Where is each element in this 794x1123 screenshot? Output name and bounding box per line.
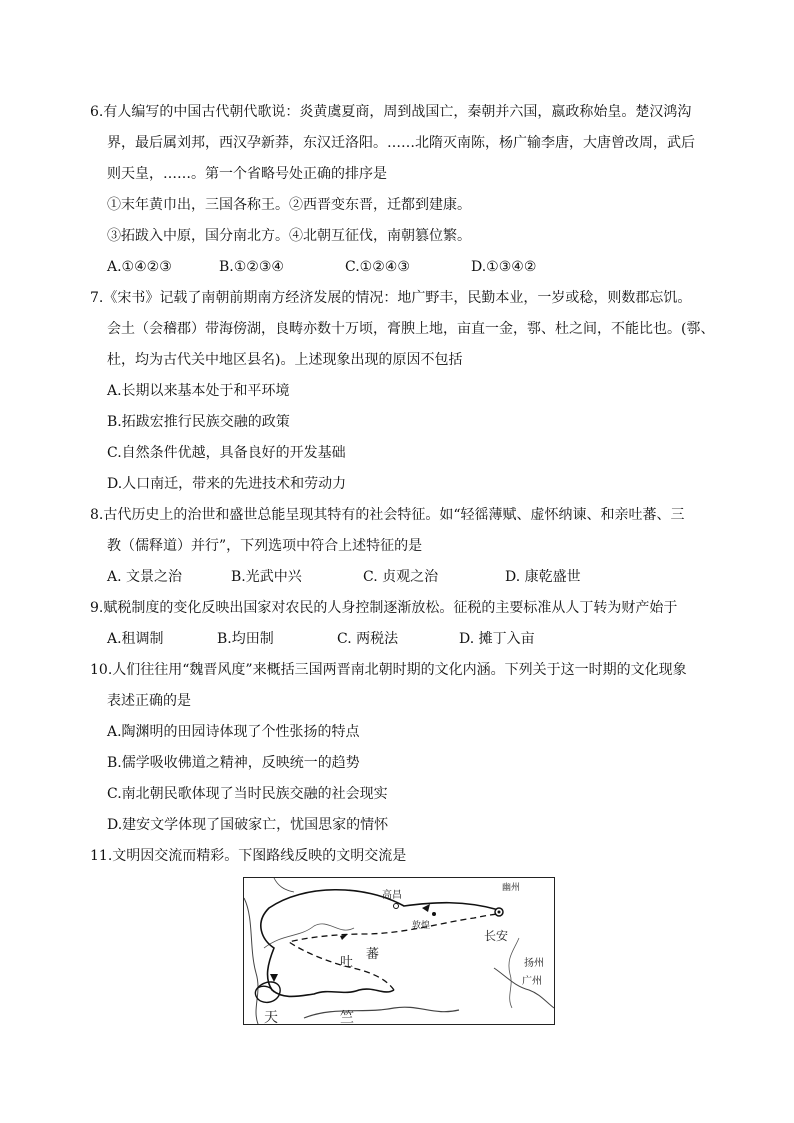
q8-line-1: 8.古代历史上的治世和盛世总能呈现其特有的社会特征。如“轻徭薄赋、虚怀纳谏、和亲吐蕃、三	[90, 507, 685, 523]
label-tianzhu-1: 天	[264, 1010, 278, 1024]
q7-option-d[interactable]: D.人口南迁，带来的先进技术和劳动力	[107, 476, 347, 492]
q6-option-c[interactable]: C.①②④③	[345, 259, 410, 275]
q10-option-d[interactable]: D.建安文学体现了国破家亡，忧国思家的情怀	[107, 817, 389, 833]
route-dashed	[289, 914, 499, 990]
q9-option-d[interactable]: D. 摊丁入亩	[459, 631, 535, 647]
q6-option-d[interactable]: D.①③④②	[471, 259, 537, 275]
q8-line-2: 教（儒释道）并行”，下列选项中符合上述特征的是	[107, 538, 423, 554]
q7-line-1: 7.《宋书》记载了南朝前期南方经济发展的情况：地广野丰，民勤本业，一岁或稔，则数郡忘饥。	[90, 290, 692, 306]
label-youzhou: 幽州	[502, 883, 521, 893]
label-dunhuang: 敦煌	[412, 921, 431, 931]
q7-option-a[interactable]: A.长期以来基本处于和平环境	[107, 383, 290, 399]
q6-option-b[interactable]: B.①②③④	[219, 259, 284, 275]
route-solid	[261, 890, 499, 997]
arrow-west	[422, 904, 430, 912]
map-coast-south	[304, 1007, 459, 1018]
q8-option-d[interactable]: D. 康乾盛世	[505, 569, 581, 585]
q8-option-a[interactable]: A. 文景之治	[107, 569, 183, 585]
q8-option-b[interactable]: B.光武中兴	[231, 569, 302, 585]
q9-option-b[interactable]: B.均田制	[217, 631, 274, 647]
q10-option-b[interactable]: B.儒学吸收佛道之精神，反映统一的趋势	[107, 755, 360, 771]
map-river	[509, 938, 519, 1008]
q10-option-a[interactable]: A.陶渊明的田园诗体现了个性张扬的特点	[107, 724, 360, 740]
q11-line-1: 11.文明因交流而精彩。下图路线反映的文明交流是	[90, 848, 407, 864]
label-tubo-2: 蕃	[366, 947, 380, 962]
label-guangzhou: 广州	[522, 976, 542, 987]
q6-line-5: ③拓跋入中原，国分南北方。④北朝互征伐，南朝篡位繁。	[107, 228, 471, 244]
city-dot-changan-center	[498, 911, 501, 914]
q6-line-3: 则天皇，……。第一个省略号处正确的排序是	[107, 166, 387, 182]
route-map-svg	[244, 878, 554, 1024]
q9-option-a[interactable]: A.租调制	[107, 631, 164, 647]
label-changan: 长安	[484, 929, 509, 943]
q7-line-3: 杜，均为古代关中地区县名)。上述现象出现的原因不包括	[107, 352, 463, 368]
label-yangzhou: 扬州	[524, 958, 544, 969]
arrow-down	[270, 974, 278, 982]
q6-line-2: 界，最后属刘邦，西汉孕新莽，东汉迁洛阳。……北隋灭南陈，杨广输李唐，大唐曾改周，武后	[107, 135, 695, 151]
label-tianzhu-2: 竺	[340, 1010, 354, 1024]
city-dot-dunhuang	[432, 912, 436, 916]
map-coast-east	[494, 968, 554, 1008]
map-corner-top	[274, 878, 294, 892]
q10-line-1: 10.人们往往用“魏晋风度”来概括三国两晋南北朝时期的文化内涵。下列关于这一时期的文化现象	[90, 662, 687, 678]
q6-line-4: ①末年黄巾出，三国各称王。②西晋变东晋，迁都到建康。	[107, 197, 471, 213]
q9-option-c[interactable]: C. 两税法	[337, 631, 399, 647]
route-map	[243, 877, 555, 1025]
label-tubo-1: 吐	[340, 955, 354, 970]
q10-line-2: 表述正确的是	[107, 693, 191, 709]
label-gaochang: 高昌	[382, 890, 402, 901]
map-coast-west	[244, 898, 258, 1024]
q6-option-a[interactable]: A.①④②③	[107, 259, 172, 275]
city-dot-gaochang	[394, 904, 399, 909]
q9-line-1: 9.赋税制度的变化反映出国家对农民的人身控制逐渐放松。征税的主要标准从人丁转为财产始于	[90, 600, 678, 616]
q8-option-c[interactable]: C. 贞观之治	[363, 569, 439, 585]
q7-option-b[interactable]: B.拓跋宏推行民族交融的政策	[107, 414, 290, 430]
q10-option-c[interactable]: C.南北朝民歌体现了当时民族交融的社会现实	[107, 786, 388, 802]
q7-option-c[interactable]: C.自然条件优越，具备良好的开发基础	[107, 445, 346, 461]
q6-line-1: 6.有人编写的中国古代朝代歌说：炎黄虞夏商，周到战国亡，秦朝并六国，嬴政称始皇。楚汉鸿沟	[90, 104, 692, 120]
q7-line-2: 会土（会稽郡）带海傍湖，良畴亦数十万顷，膏腴上地，亩直一金，鄠、杜之间，不能比也。(鄠、	[107, 321, 715, 337]
